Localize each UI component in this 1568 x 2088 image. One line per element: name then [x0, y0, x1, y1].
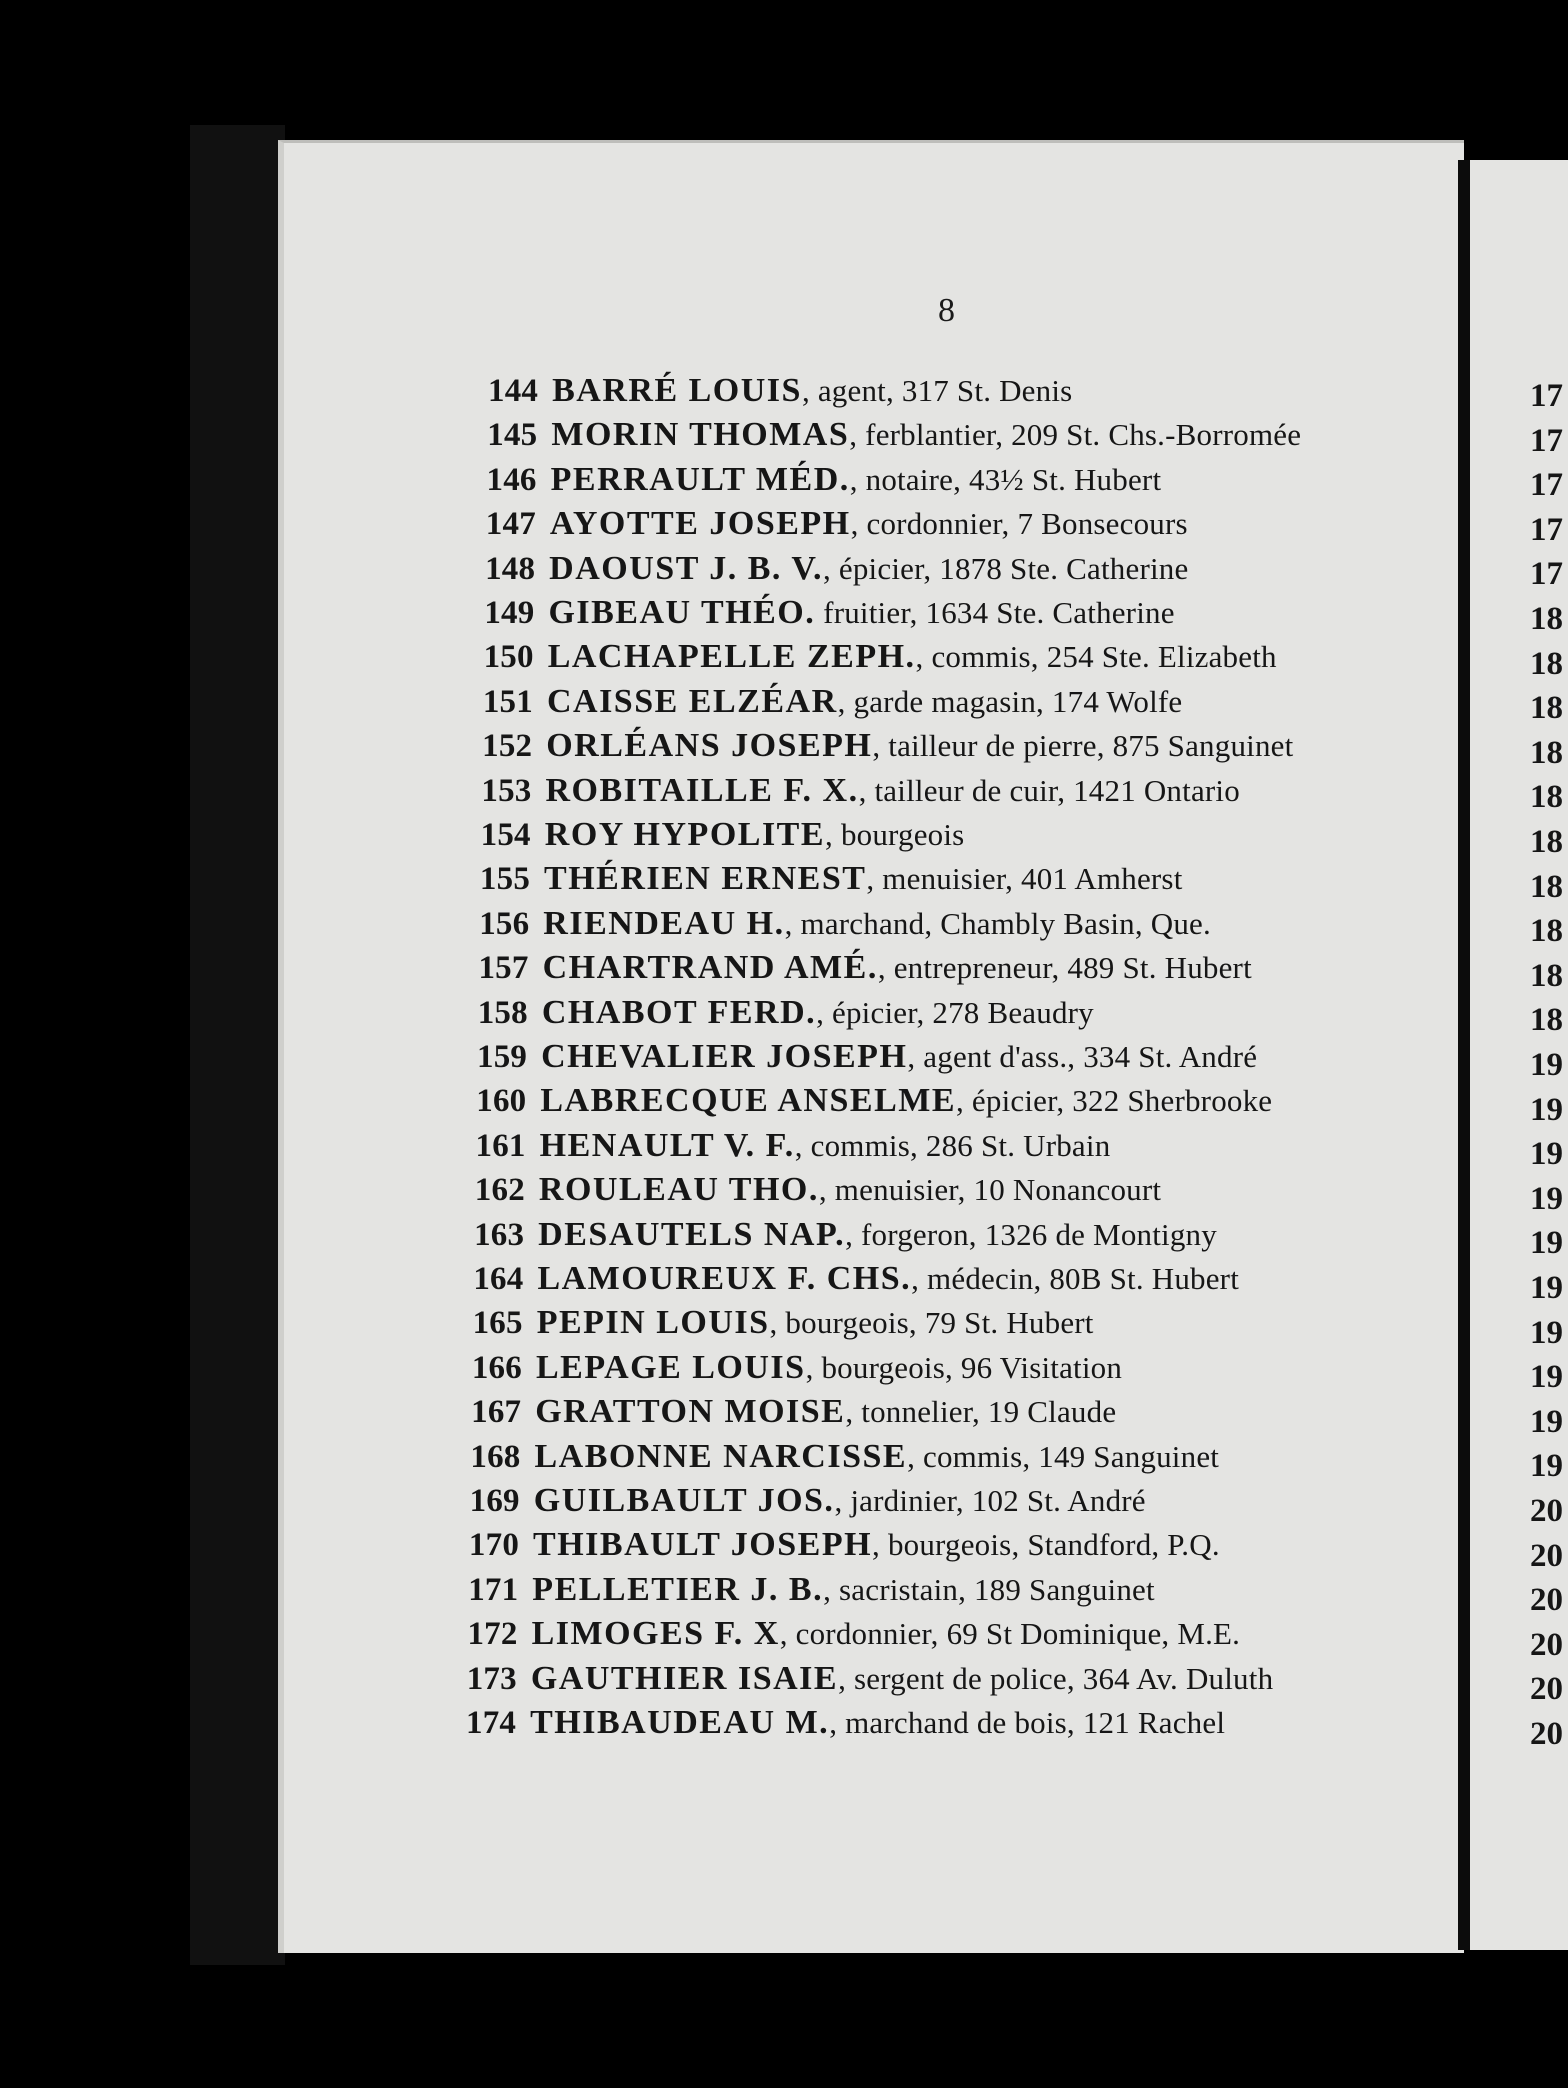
- adjacent-page-number: 17: [1530, 511, 1563, 548]
- adjacent-page-number: 17: [1530, 378, 1563, 414]
- entry-details: , garde magasin, 174 Wolfe: [837, 683, 1183, 719]
- entry-details: , bourgeois: [825, 817, 965, 852]
- adjacent-page-number: 18: [1530, 913, 1563, 950]
- adjacent-page-number: 19: [1530, 1091, 1563, 1128]
- directory-entry: [479, 905, 1211, 943]
- entry-number: 158: [477, 994, 528, 1031]
- entry-number: 163: [474, 1216, 525, 1253]
- entry-number: 167: [471, 1394, 522, 1431]
- entry-name: DESAUTELS NAP.: [538, 1215, 846, 1253]
- entry-details: , épicier, 322 Sherbrooke: [956, 1083, 1273, 1119]
- entry-details: , tailleur de cuir, 1421 Ontario: [858, 772, 1240, 808]
- directory-entry: [480, 860, 1183, 898]
- directory-entry: [487, 461, 1162, 499]
- entry-number: 149: [484, 595, 535, 631]
- adjacent-page-number: 19: [1530, 1403, 1563, 1440]
- entry-details: , cordonnier, 69 St Dominique, M.E.: [779, 1616, 1241, 1652]
- directory-entry: [469, 1526, 1220, 1564]
- entry-name: CAISSE ELZÉAR: [546, 682, 838, 720]
- directory-entry: [468, 1571, 1155, 1609]
- entry-details: , épicier, 278 Beaudry: [816, 994, 1094, 1030]
- directory-entry: [488, 372, 1072, 410]
- entry-name: LEPAGE LOUIS: [535, 1348, 806, 1386]
- adjacent-page-number: 20: [1530, 1671, 1563, 1708]
- entry-number: 172: [467, 1616, 518, 1653]
- page-number: 8: [938, 292, 955, 329]
- entry-name: GIBEAU THÉO.: [548, 594, 816, 631]
- directory-entry: [486, 505, 1188, 543]
- adjacent-page-number: 17: [1530, 422, 1563, 459]
- adjacent-page-number: 17: [1530, 556, 1563, 593]
- directory-entry: [466, 1704, 1225, 1742]
- adjacent-page-number: 17: [1530, 467, 1563, 504]
- adjacent-page-number: 19: [1530, 1314, 1563, 1351]
- entry-name: CHEVALIER JOSEPH: [541, 1038, 908, 1075]
- adjacent-page-number: 18: [1530, 868, 1563, 905]
- directory-entry: [483, 683, 1183, 721]
- entry-number: 144: [488, 373, 539, 409]
- entry-details: , menuisier, 401 Amherst: [866, 861, 1183, 897]
- entry-number: 164: [473, 1261, 524, 1297]
- entry-details: , tonnelier, 19 Claude: [845, 1394, 1117, 1430]
- entry-name: AYOTTE JOSEPH: [549, 505, 851, 543]
- directory-entry: [481, 816, 965, 854]
- directory-entry: [471, 1393, 1116, 1431]
- entry-details: , cordonnier, 7 Bonsecours: [850, 506, 1188, 542]
- entry-details: , forgeron, 1326 de Montigny: [845, 1216, 1217, 1252]
- entry-number: 159: [477, 1039, 528, 1075]
- adjacent-page-number: 18: [1530, 734, 1563, 771]
- directory-entry: [472, 1349, 1122, 1387]
- directory-entry: [484, 594, 1174, 632]
- adjacent-page-number: 18: [1530, 824, 1563, 860]
- adjacent-page-number: 19: [1530, 1359, 1563, 1396]
- entry-number: 150: [483, 639, 534, 676]
- entry-number: 151: [482, 683, 533, 720]
- directory-entry: [485, 550, 1188, 588]
- entry-number: 166: [471, 1349, 522, 1386]
- directory-entry: [478, 949, 1251, 987]
- entry-name: PELLETIER J. B.: [532, 1570, 824, 1608]
- adjacent-page-number: 19: [1530, 1047, 1563, 1083]
- entry-details: , sacristain, 189 Sanguinet: [823, 1571, 1155, 1607]
- entry-details: , médecin, 80B St. Hubert: [911, 1261, 1240, 1296]
- entry-number: 154: [480, 817, 531, 853]
- directory-entry: [478, 994, 1094, 1032]
- directory-entry: [473, 1304, 1094, 1342]
- entry-name: RIENDEAU H.: [543, 904, 785, 942]
- entry-details: , jardinier, 102 St. André: [834, 1483, 1146, 1518]
- entry-number: 171: [468, 1571, 519, 1608]
- scan-border: [190, 125, 285, 1965]
- entry-name: ROBITAILLE F. X.: [545, 771, 859, 809]
- entry-name: ORLÉANS JOSEPH: [546, 727, 873, 765]
- entry-name: DAOUST J. B. V.: [549, 549, 823, 587]
- directory-entry: [484, 638, 1277, 676]
- directory-entry: [482, 727, 1293, 765]
- entry-name: THIBAULT JOSEPH: [533, 1526, 873, 1564]
- directory-entry: [477, 1038, 1257, 1076]
- entry-details: , bourgeois, 79 St. Hubert: [769, 1305, 1094, 1341]
- entry-name: PERRAULT MÉD.: [550, 460, 850, 498]
- adjacent-page-number: 18: [1530, 601, 1563, 637]
- directory-entry: [475, 1171, 1161, 1209]
- entry-details: , commis, 254 Ste. Elizabeth: [915, 639, 1277, 675]
- entry-name: LIMOGES F. X: [531, 1615, 780, 1653]
- adjacent-page-number: 18: [1530, 1002, 1563, 1039]
- entry-name: CHABOT FERD.: [541, 993, 817, 1031]
- adjacent-page-number: 20: [1530, 1626, 1563, 1663]
- entry-details: , commis, 149 Sanguinet: [907, 1438, 1220, 1474]
- adjacent-page-number: 19: [1530, 1225, 1563, 1262]
- directory-entry: [470, 1482, 1146, 1520]
- entry-name: LABRECQUE ANSELME: [540, 1082, 957, 1120]
- entry-details: , entrepreneur, 489 St. Hubert: [877, 950, 1252, 986]
- entry-number: 170: [468, 1527, 520, 1564]
- entry-number: 162: [474, 1172, 525, 1209]
- directory-entry: [467, 1615, 1240, 1653]
- directory-entry: [470, 1438, 1219, 1476]
- entry-name: PEPIN LOUIS: [536, 1304, 770, 1342]
- entry-name: THIBAUDEAU M.: [530, 1704, 830, 1741]
- entry-details: , ferblantier, 209 St. Chs.-Borromée: [849, 417, 1302, 453]
- entry-name: CHARTRAND AMÉ.: [542, 949, 878, 987]
- entry-number: 155: [479, 861, 531, 898]
- entry-details: , marchand de bois, 121 Rachel: [829, 1705, 1226, 1740]
- adjacent-page-number: 19: [1530, 1270, 1563, 1306]
- entry-name: GRATTON MOISE: [535, 1393, 846, 1431]
- entry-name: GUILBAULT JOS.: [533, 1482, 835, 1519]
- entry-number: 174: [466, 1705, 517, 1741]
- directory-entry: [487, 416, 1301, 454]
- entry-number: 147: [485, 506, 536, 543]
- entry-details: , bourgeois, Standford, P.Q.: [872, 1527, 1220, 1563]
- directory-entry: [474, 1216, 1217, 1254]
- entry-details: , tailleur de pierre, 875 Sanguinet: [872, 728, 1294, 764]
- adjacent-page-number: 19: [1530, 1448, 1563, 1485]
- adjacent-page-number: 20: [1530, 1716, 1563, 1752]
- entry-number: 153: [481, 772, 532, 809]
- entry-details: , bourgeois, 96 Visitation: [805, 1349, 1123, 1385]
- entry-number: 157: [478, 950, 529, 987]
- entry-details: , épicier, 1878 Ste. Catherine: [823, 550, 1189, 586]
- entry-name: LAMOUREUX F. CHS.: [537, 1260, 912, 1297]
- entry-number: 156: [479, 905, 530, 942]
- entry-number: 168: [470, 1438, 521, 1475]
- entry-name: ROULEAU THO.: [538, 1171, 819, 1209]
- entry-number: 169: [469, 1483, 520, 1519]
- entry-number: 165: [472, 1305, 523, 1342]
- entry-name: ROY HYPOLITE: [544, 816, 826, 853]
- directory-entry: [473, 1260, 1239, 1298]
- adjacent-page-number: 18: [1530, 645, 1563, 682]
- entry-name: BARRÉ LOUIS: [552, 372, 802, 409]
- adjacent-page-number: 20: [1530, 1537, 1563, 1574]
- directory-entry: [476, 1082, 1272, 1120]
- entry-number: 145: [487, 417, 538, 454]
- adjacent-page-number: 20: [1530, 1582, 1563, 1619]
- adjacent-page-number: 18: [1530, 779, 1563, 816]
- adjacent-page-number: 19: [1530, 1136, 1563, 1173]
- directory-entry: [476, 1127, 1111, 1165]
- entry-number: 173: [466, 1660, 517, 1697]
- entry-details: , commis, 286 St. Urbain: [794, 1127, 1111, 1163]
- directory-entry: [467, 1660, 1274, 1698]
- entry-number: 146: [486, 461, 537, 498]
- entry-number: 160: [476, 1083, 527, 1120]
- entry-name: LABONNE NARCISSE: [534, 1437, 908, 1475]
- entry-details: , sergent de police, 364 Av. Duluth: [838, 1660, 1274, 1696]
- entry-name: MORIN THOMAS: [551, 416, 850, 454]
- entry-name: THÉRIEN ERNEST: [544, 860, 867, 898]
- entry-details: , agent, 317 St. Denis: [801, 373, 1073, 408]
- entry-name: GAUTHIER ISAIE: [530, 1659, 839, 1697]
- adjacent-page-number: 20: [1530, 1493, 1563, 1529]
- entry-details: , notaire, 43½ St. Hubert: [849, 461, 1162, 497]
- entry-details: , marchand, Chambly Basin, Que.: [784, 905, 1211, 941]
- adjacent-page-number: 18: [1530, 957, 1563, 994]
- page-gutter: [1458, 160, 1470, 1950]
- adjacent-page-number: 18: [1530, 690, 1563, 727]
- entry-details: , menuisier, 10 Nonancourt: [818, 1172, 1162, 1208]
- entry-number: 161: [475, 1127, 526, 1164]
- directory-entry: [481, 772, 1240, 810]
- entry-details: , agent d'ass., 334 St. André: [907, 1039, 1258, 1074]
- entry-number: 152: [482, 728, 533, 765]
- entry-details: fruitier, 1634 Ste. Catherine: [815, 595, 1175, 630]
- entry-number: 148: [485, 550, 536, 587]
- entry-name: HENAULT V. F.: [539, 1126, 795, 1164]
- adjacent-page-number: 19: [1530, 1180, 1563, 1217]
- entry-name: LACHAPELLE ZEPH.: [547, 638, 916, 676]
